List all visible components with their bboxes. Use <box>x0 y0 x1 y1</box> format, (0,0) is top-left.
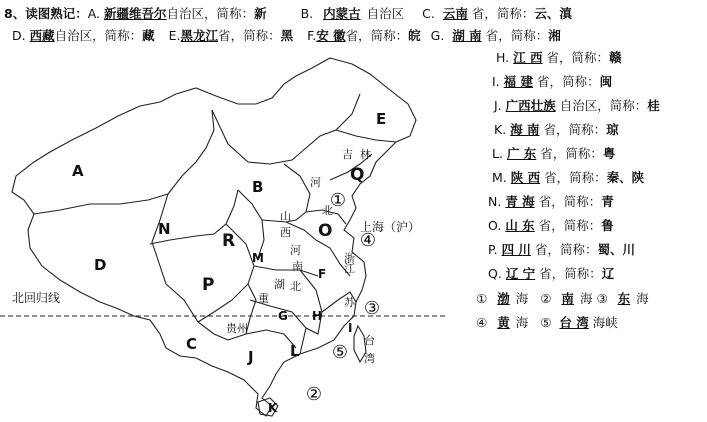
sea-circle-3: ③ <box>363 298 381 319</box>
item-C-letter: C. <box>422 6 435 21</box>
list-item-kind: 省 <box>546 50 560 65</box>
list-item-name: 广 东 <box>506 146 537 161</box>
item-B-name: 内蒙古 <box>323 6 361 21</box>
list-item-name: 四 川 <box>501 242 531 257</box>
border-xinjiang-qinghai <box>168 110 214 194</box>
map-province-label: 吉 <box>342 148 353 161</box>
sea-5-num: ⑤ <box>540 315 552 330</box>
map-letter-l: L <box>290 342 300 360</box>
item-G-abbr-label: 简称： <box>510 28 549 43</box>
sea-1-suffix: 海 <box>515 291 529 306</box>
list-item-letter: K. <box>494 122 507 137</box>
border-shaanxi <box>238 190 264 258</box>
item-D-name: 西藏 <box>29 28 55 43</box>
sea-1-name: 渤 <box>497 291 510 306</box>
sea-2-suffix: 海 <box>579 291 593 306</box>
item-F-abbr: 皖 <box>408 28 421 43</box>
sea-3-suffix: 海 <box>636 291 649 306</box>
list-item-kind: 省 <box>537 74 550 89</box>
sea-4-name: 黄 <box>497 315 510 330</box>
list-item-letter: M. <box>492 170 507 185</box>
map-province-label: 湖 <box>274 278 285 291</box>
list-item: I. 福 建 省，简称：闽 <box>492 74 613 89</box>
map-letter-h: H <box>312 309 323 323</box>
item-F-letter: F. <box>307 28 317 43</box>
list-item-letter: J. <box>494 98 502 113</box>
map-letter-n: N <box>158 220 171 238</box>
sea-3-name: 东 <box>617 291 631 306</box>
list-item-letter: H. <box>496 50 510 65</box>
map-province-label: 苏 <box>344 296 355 309</box>
item-A-kind: 自治区 <box>166 6 205 21</box>
item-C-name: 云南 <box>442 6 468 21</box>
list-item-letter: L. <box>492 146 503 161</box>
map-letter-f: F <box>318 267 327 281</box>
map-province-label: 西 <box>280 226 291 239</box>
list-item-abbr: 闽 <box>599 74 613 89</box>
list-item-letter: O. <box>488 218 502 233</box>
border-xinjiang-xizang <box>34 194 168 214</box>
map-province-label: 贵州 <box>226 322 248 335</box>
map-province-label: 北 <box>322 204 333 217</box>
map-province-label: 重 <box>258 292 269 305</box>
item-E-letter: E. <box>168 28 181 43</box>
list-item-abbr: 鲁 <box>601 218 614 233</box>
item-C-abbr-label: 简称： <box>496 6 535 21</box>
list-item-abbr-label: 简称： <box>563 194 602 209</box>
sea-4-num: ④ <box>476 315 488 330</box>
list-item-kind: 省 <box>540 146 553 161</box>
border-jilin-heilongjiang <box>336 130 396 142</box>
tropic-of-cancer-label: 北回归线 <box>12 291 61 305</box>
sea-circle-5: ⑤ <box>331 342 349 363</box>
map-letter-d: D <box>94 256 107 274</box>
list-item-letter: P. <box>488 242 498 257</box>
list-item-name: 福 建 <box>503 74 534 89</box>
list-item-kind: 省 <box>538 218 552 233</box>
list-item-abbr-label: 简称： <box>571 50 610 65</box>
map-letter-r: R <box>222 231 236 251</box>
list-item: K. 海 南 省，简称：琼 <box>494 122 619 137</box>
list-item-name: 广西壮族 <box>505 98 556 113</box>
list-item-abbr-label: 简称： <box>562 74 600 89</box>
item-D-abbr: 藏 <box>142 28 155 43</box>
sea-4-suffix: 海 <box>515 315 529 330</box>
sea-circle-2: ② <box>305 384 323 405</box>
list-item-abbr: 辽 <box>601 266 615 281</box>
list-item: P. 四 川 省，简称：蜀、川 <box>488 242 635 257</box>
question-lead: 8、读图熟记： <box>4 6 88 21</box>
header-line-1: 8、读图熟记：A. 新疆维吾尔自治区，简称：新 B. 内蒙古 自治区 C. 云南 省，简称：云、滇 <box>4 6 572 21</box>
list-item-abbr: 秦、陕 <box>606 170 645 185</box>
item-D-abbr-label: 简称： <box>104 28 143 43</box>
item-D-kind: 自治区 <box>54 28 93 43</box>
item-E-abbr: 黑 <box>280 28 294 43</box>
list-item-kind: 自治区 <box>559 98 598 113</box>
map-letter-i: I <box>348 321 353 335</box>
item-C-kind: 省 <box>471 6 485 21</box>
item-B-kind: 自治区 <box>366 6 405 21</box>
list-item-kind: 省 <box>538 194 552 209</box>
item-G-abbr: 湘 <box>548 28 561 43</box>
sea-5-suffix: 海峡 <box>592 315 618 330</box>
shanghai-label: 上海（沪） <box>360 220 421 234</box>
map-province-label: 北 <box>290 280 301 293</box>
item-G-kind: 省 <box>485 28 499 43</box>
map-letter-k: K <box>268 401 278 415</box>
map-province-label: 浙 <box>344 252 355 265</box>
item-A-letter: A. <box>87 6 101 21</box>
sea-5-name: 台 湾 <box>559 315 589 330</box>
map-province-label: 台 <box>364 334 375 347</box>
list-item-abbr-label: 简称： <box>569 170 607 185</box>
item-G-name: 湖 南 <box>452 28 482 43</box>
map-province-label: 湾 <box>364 352 375 365</box>
item-A-abbr-label: 简称： <box>216 6 255 21</box>
map-province-label: 江 <box>344 262 355 275</box>
map-province-label: 山 <box>280 210 291 223</box>
map-letter-q: Q <box>350 165 365 185</box>
map-province-label: 南 <box>292 260 303 273</box>
map-letter-g: G <box>278 309 288 323</box>
map-province-label: 河 <box>310 176 321 189</box>
list-item-kind: 省 <box>543 122 557 137</box>
list-item-name: 辽 宁 <box>505 266 536 281</box>
list-item-letter: N. <box>488 194 502 209</box>
list-item-kind: 省 <box>544 170 557 185</box>
item-F-name: 安 徽 <box>316 28 346 43</box>
item-D-letter: D. <box>12 28 26 43</box>
list-item-kind: 省 <box>534 242 548 257</box>
china-province-map <box>0 44 470 422</box>
list-item-abbr: 赣 <box>609 50 622 65</box>
map-letter-m: M <box>252 251 264 265</box>
item-C-abbr: 云、滇 <box>534 6 572 21</box>
list-item-abbr-label: 简称： <box>563 218 602 233</box>
list-item-abbr: 琼 <box>606 122 619 137</box>
map-province-label: 林 <box>360 148 371 161</box>
list-item-abbr: 桂 <box>647 98 660 113</box>
map-letter-b: B <box>252 178 264 196</box>
list-item-abbr-label: 简称： <box>564 266 602 281</box>
sea-circle-4: ④ <box>359 230 377 251</box>
china-outline <box>12 58 416 416</box>
item-E-kind: 省 <box>218 28 231 43</box>
map-letter-j: J <box>248 348 254 366</box>
list-item-letter: Q. <box>488 266 502 281</box>
seas-row-1 <box>476 291 649 307</box>
border-neimenggu <box>212 94 360 164</box>
item-E-abbr-label: 简称： <box>243 28 281 43</box>
item-G-letter: G. <box>430 28 445 43</box>
list-item-name: 青 海 <box>505 194 535 209</box>
item-B-letter: B. <box>300 6 314 21</box>
list-item-abbr-label: 简称： <box>609 98 648 113</box>
sea-circle-1: ① <box>329 190 347 211</box>
list-item: O. 山 东 省，简称：鲁 <box>488 218 614 233</box>
map-province-label: 河 <box>290 244 301 257</box>
list-item-name: 山 东 <box>505 218 535 233</box>
seas-row-2 <box>476 315 618 331</box>
list-item-abbr-label: 简称： <box>559 242 598 257</box>
map-letter-o: O <box>318 221 333 241</box>
item-F-abbr-label: 简称： <box>370 28 409 43</box>
list-item: M. 陕 西 省，简称：秦、陕 <box>492 170 645 185</box>
list-item-name: 江 西 <box>513 50 543 65</box>
list-item: J. 广西壮族 自治区，简称：桂 <box>494 98 660 113</box>
list-item: L. 广 东 省，简称：粤 <box>492 146 616 161</box>
list-item-abbr-label: 简称： <box>568 122 607 137</box>
list-item: N. 青 海 省，简称：青 <box>488 194 614 209</box>
border-yunnan-guizhou <box>166 284 228 340</box>
list-item: Q. 辽 宁 省，简称：辽 <box>488 266 615 281</box>
list-item-abbr-label: 简称： <box>565 146 603 161</box>
list-item-kind: 省 <box>539 266 552 281</box>
item-A-abbr: 新 <box>254 6 267 21</box>
map-letter-a: A <box>72 162 84 180</box>
list-item-abbr: 粤 <box>602 146 616 161</box>
list-item-name: 海 南 <box>510 122 540 137</box>
map-letter-e: E <box>376 110 387 128</box>
map-letter-p: P <box>202 275 215 295</box>
border-xizang-sichuan <box>152 194 168 284</box>
border-hubei <box>254 266 318 276</box>
sea-2-num: ② <box>540 291 552 306</box>
sea-2-name: 南 <box>561 291 574 306</box>
sea-1-num: ① <box>476 291 488 306</box>
header-line-2: D. 西藏自治区，简称：藏 E.黑龙江省，简称：黑 F.安 徽省，简称：皖 G. 湖 南 省，简称：湘 <box>12 28 561 43</box>
item-F-kind: 省 <box>345 28 359 43</box>
list-item-letter: I. <box>492 74 500 89</box>
item-E-name: 黑龙江 <box>180 28 219 43</box>
list-item: H. 江 西 省，简称：赣 <box>496 50 622 65</box>
list-item-abbr: 蜀、川 <box>597 242 635 257</box>
list-item-name: 陕 西 <box>510 170 541 185</box>
item-A-name: 新疆维吾尔 <box>104 6 167 21</box>
sea-3-num: ③ <box>596 291 608 306</box>
list-item-abbr: 青 <box>601 194 614 209</box>
map-letter-c: C <box>186 335 198 353</box>
